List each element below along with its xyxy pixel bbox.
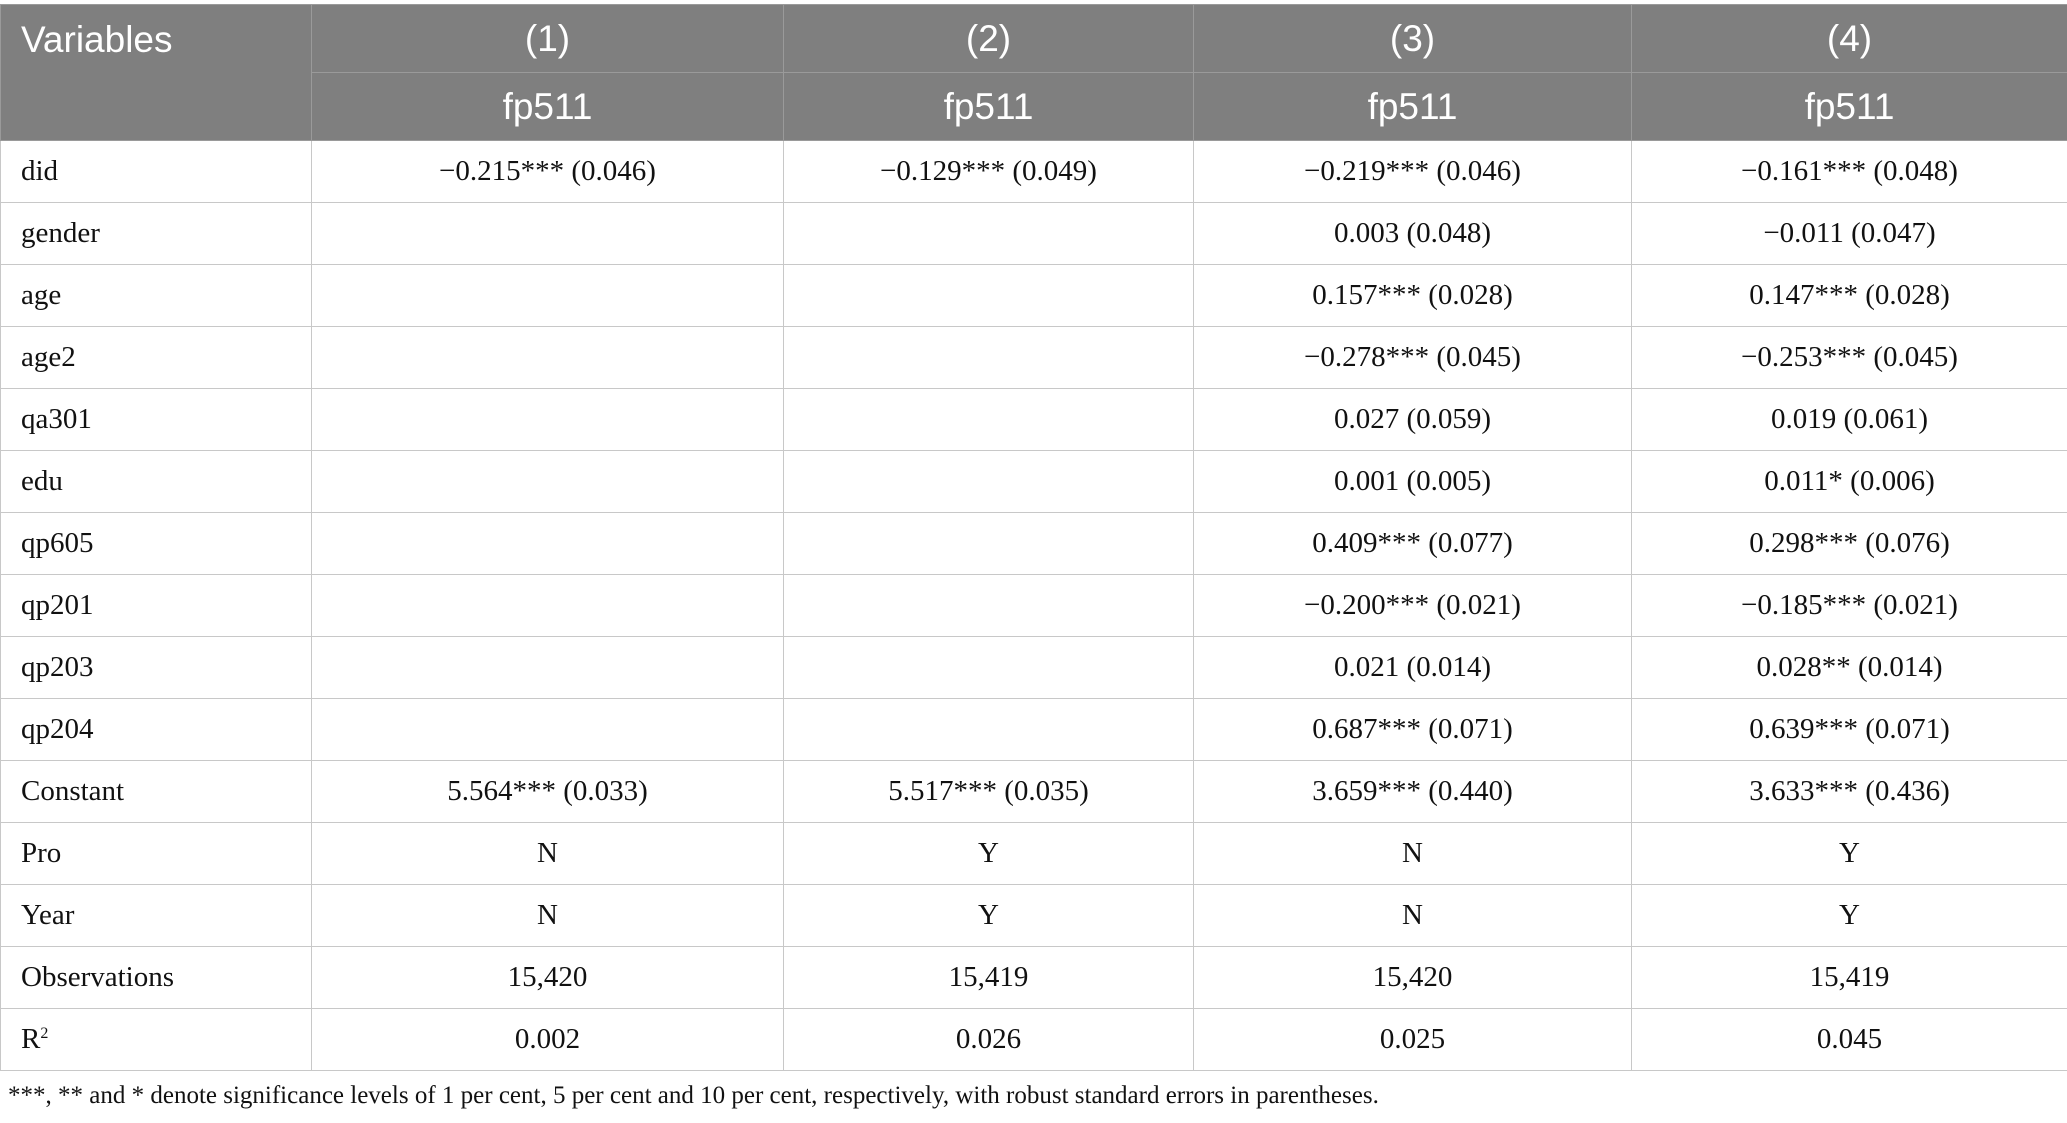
row-label-text: Observations bbox=[21, 961, 175, 993]
row-label bbox=[1, 389, 312, 451]
table-cell: N bbox=[1194, 823, 1632, 885]
table-cell: 0.157*** (0.028) bbox=[1194, 265, 1632, 327]
table-cell: 5.564*** (0.033) bbox=[312, 761, 784, 823]
table-cell bbox=[312, 327, 784, 389]
row-label-text: Constant bbox=[21, 775, 125, 807]
table-row bbox=[1, 451, 2067, 513]
row-label-text: qa301 bbox=[21, 403, 92, 435]
table-cell: −0.219*** (0.046) bbox=[1194, 141, 1632, 203]
row-label bbox=[1, 761, 312, 823]
table-row bbox=[1, 699, 2067, 761]
table-cell: −0.253*** (0.045) bbox=[1632, 327, 2067, 389]
table-cell: 15,419 bbox=[1632, 947, 2067, 1009]
table-row bbox=[1, 141, 2067, 203]
table-cell bbox=[312, 265, 784, 327]
table-cell bbox=[312, 389, 784, 451]
table-cell: 15,420 bbox=[312, 947, 784, 1009]
column-header-1: (1) bbox=[312, 5, 784, 73]
row-label-text: R bbox=[21, 1023, 41, 1055]
table-cell: −0.161*** (0.048) bbox=[1632, 141, 2067, 203]
table-row bbox=[1, 203, 2067, 265]
table-cell bbox=[312, 637, 784, 699]
table-row bbox=[1, 575, 2067, 637]
table-cell: 0.011* (0.006) bbox=[1632, 451, 2067, 513]
table-cell: N bbox=[1194, 885, 1632, 947]
table-cell bbox=[312, 699, 784, 761]
column-header-3: (3) bbox=[1194, 5, 1632, 73]
row-label bbox=[1, 513, 312, 575]
table-cell bbox=[312, 575, 784, 637]
table-cell: 0.687*** (0.071) bbox=[1194, 699, 1632, 761]
row-label-text: qp201 bbox=[21, 589, 94, 621]
table-cell: −0.200*** (0.021) bbox=[1194, 575, 1632, 637]
table-cell: 3.633*** (0.436) bbox=[1632, 761, 2067, 823]
header-row-columns bbox=[1, 5, 2067, 73]
dep-var-header-4: fp511 bbox=[1632, 73, 2067, 141]
row-label bbox=[1, 823, 312, 885]
table-cell: 0.026 bbox=[784, 1009, 1194, 1071]
table-cell bbox=[784, 389, 1194, 451]
table-cell: 0.298*** (0.076) bbox=[1632, 513, 2067, 575]
regression-table bbox=[0, 4, 2067, 1071]
table-cell bbox=[784, 265, 1194, 327]
row-label bbox=[1, 203, 312, 265]
table-cell: 0.003 (0.048) bbox=[1194, 203, 1632, 265]
table-cell: 0.639*** (0.071) bbox=[1632, 699, 2067, 761]
table-cell bbox=[784, 575, 1194, 637]
table-cell: −0.011 (0.047) bbox=[1632, 203, 2067, 265]
row-label-text: qp204 bbox=[21, 713, 94, 745]
row-label-text: Year bbox=[21, 899, 75, 931]
table-cell: 3.659*** (0.440) bbox=[1194, 761, 1632, 823]
table-row bbox=[1, 761, 2067, 823]
table-footnote: ***, ** and * denote significance levels of 1 per cent, 5 per cent and 10 per cent, respectively, with robust standard errors in parentheses. bbox=[8, 1082, 1379, 1109]
table-cell: 0.025 bbox=[1194, 1009, 1632, 1071]
table-row bbox=[1, 885, 2067, 947]
dep-var-header-1: fp511 bbox=[312, 73, 784, 141]
table-cell: 5.517*** (0.035) bbox=[784, 761, 1194, 823]
table-cell: 0.409*** (0.077) bbox=[1194, 513, 1632, 575]
table-header bbox=[1, 5, 2067, 141]
table-cell bbox=[784, 513, 1194, 575]
table-row bbox=[1, 947, 2067, 1009]
table-cell: −0.278*** (0.045) bbox=[1194, 327, 1632, 389]
table-cell: Y bbox=[784, 823, 1194, 885]
table-body bbox=[1, 141, 2067, 1071]
table-cell: −0.185*** (0.021) bbox=[1632, 575, 2067, 637]
table-cell bbox=[784, 451, 1194, 513]
table-cell: 0.027 (0.059) bbox=[1194, 389, 1632, 451]
table-cell bbox=[312, 203, 784, 265]
table-cell: 0.028** (0.014) bbox=[1632, 637, 2067, 699]
table-cell bbox=[784, 699, 1194, 761]
row-label-text: did bbox=[21, 155, 59, 187]
row-label-text: age bbox=[21, 279, 62, 311]
table-cell: 0.021 (0.014) bbox=[1194, 637, 1632, 699]
row-label bbox=[1, 637, 312, 699]
table-cell: 0.019 (0.061) bbox=[1632, 389, 2067, 451]
row-label bbox=[1, 451, 312, 513]
row-label bbox=[1, 575, 312, 637]
table-row bbox=[1, 1009, 2067, 1071]
table-cell: 0.002 bbox=[312, 1009, 784, 1071]
variables-header: Variables bbox=[1, 5, 312, 141]
row-label bbox=[1, 265, 312, 327]
row-label bbox=[1, 1009, 312, 1071]
table-cell: 0.147*** (0.028) bbox=[1632, 265, 2067, 327]
table-cell: 0.001 (0.005) bbox=[1194, 451, 1632, 513]
row-label bbox=[1, 141, 312, 203]
row-label-text: gender bbox=[21, 217, 100, 249]
table-cell bbox=[784, 327, 1194, 389]
row-label-text: qp203 bbox=[21, 651, 94, 683]
row-label-superscript: 2 bbox=[40, 1025, 49, 1042]
table-cell: −0.129*** (0.049) bbox=[784, 141, 1194, 203]
table-row bbox=[1, 265, 2067, 327]
column-header-2: (2) bbox=[784, 5, 1194, 73]
table-cell: Y bbox=[784, 885, 1194, 947]
row-label-text: age2 bbox=[21, 341, 76, 373]
row-label bbox=[1, 947, 312, 1009]
row-label bbox=[1, 885, 312, 947]
table-cell bbox=[784, 637, 1194, 699]
dep-var-header-2: fp511 bbox=[784, 73, 1194, 141]
row-label-text: Pro bbox=[21, 837, 62, 869]
row-label-text: edu bbox=[21, 465, 63, 497]
table-cell: Y bbox=[1632, 823, 2067, 885]
row-label bbox=[1, 699, 312, 761]
table-cell: 15,419 bbox=[784, 947, 1194, 1009]
table-cell: N bbox=[312, 885, 784, 947]
table-cell: N bbox=[312, 823, 784, 885]
table-cell bbox=[312, 451, 784, 513]
table-row bbox=[1, 637, 2067, 699]
row-label-text: qp605 bbox=[21, 527, 94, 559]
table-cell: Y bbox=[1632, 885, 2067, 947]
column-header-4: (4) bbox=[1632, 5, 2067, 73]
table-cell bbox=[784, 203, 1194, 265]
table-cell: 0.045 bbox=[1632, 1009, 2067, 1071]
table-row bbox=[1, 327, 2067, 389]
dep-var-header-3: fp511 bbox=[1194, 73, 1632, 141]
table-cell bbox=[312, 513, 784, 575]
table-row bbox=[1, 389, 2067, 451]
table-row bbox=[1, 823, 2067, 885]
table-cell: −0.215*** (0.046) bbox=[312, 141, 784, 203]
table-row bbox=[1, 513, 2067, 575]
row-label bbox=[1, 327, 312, 389]
table-cell: 15,420 bbox=[1194, 947, 1632, 1009]
